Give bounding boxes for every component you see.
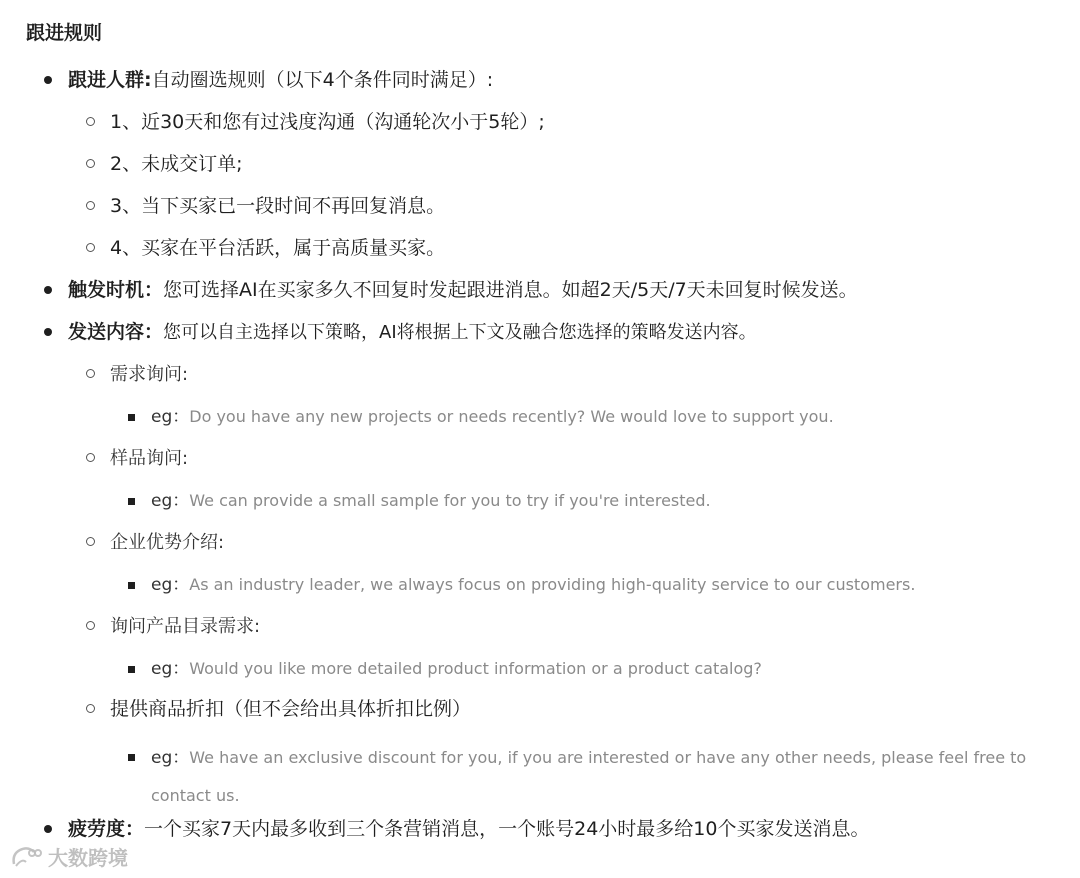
strategy-item: [110, 612, 260, 641]
bullet-circle-icon: [86, 117, 95, 126]
condition-text: 3、当下买家已一段时间不再回复消息。: [110, 195, 446, 217]
bullet-square-icon: [128, 582, 135, 589]
strategy-name: 样品询问:: [110, 448, 189, 469]
bullet-circle-icon: [86, 704, 95, 713]
example-item: [151, 487, 711, 515]
bullet-circle-icon: [86, 621, 95, 630]
timing-text: 您可选择AI在买家多久不回复时发起跟进消息。如超2天/5天/7天未回复时候发送。: [163, 279, 858, 301]
example-text: Do you have any new projects or needs recently? We would love to support you.: [189, 407, 834, 426]
strategy-name: 企业优势介绍:: [110, 532, 225, 553]
condition-text: 2、未成交订单;: [110, 153, 243, 175]
example-item: [151, 403, 834, 431]
list-item-content: [68, 318, 757, 347]
watermark-text: 大数跨境: [48, 846, 128, 870]
bullet-circle-icon: [86, 453, 95, 462]
example-text: As an industry leader, we always focus on providing high-quality service to our customers.: [189, 575, 916, 594]
condition-item: [110, 234, 445, 262]
list-item-timing: [68, 276, 858, 304]
condition-text: 1、近30天和您有过浅度沟通（沟通轮次小于5轮）;: [110, 111, 545, 133]
bullet-square-icon: [128, 754, 135, 761]
condition-text: 4、买家在平台活跃，属于高质量买家。: [110, 237, 446, 259]
bullet-circle-icon: [86, 537, 95, 546]
people-text: 自动圈选规则（以下4个条件同时满足）:: [151, 69, 494, 91]
eg-label: eg：: [151, 659, 190, 679]
eg-label: eg：: [151, 407, 190, 427]
strategy-item: [110, 695, 471, 723]
condition-item: [110, 192, 445, 220]
example-text: Would you like more detailed product information or a product catalog?: [189, 659, 762, 678]
eg-label: eg：: [151, 575, 190, 595]
example-item: [151, 739, 1031, 815]
list-item-people: [68, 66, 493, 94]
bullet-disc-icon: [44, 76, 52, 84]
bullet-circle-icon: [86, 369, 95, 378]
bullet-circle-icon: [86, 159, 95, 168]
people-label: 跟进人群:: [68, 69, 152, 91]
timing-label: 触发时机：: [68, 279, 164, 301]
example-text: We have an exclusive discount for you, if you are interested or have any other needs, please feel free to contact us.: [151, 748, 1027, 805]
example-text: We can provide a small sample for you to try if you're interested.: [189, 491, 711, 510]
eg-label: eg：: [151, 491, 190, 511]
bullet-square-icon: [128, 498, 135, 505]
bullet-circle-icon: [86, 201, 95, 210]
content-label: 发送内容：: [68, 321, 164, 343]
bullet-circle-icon: [86, 243, 95, 252]
page-title: 跟进规则: [26, 22, 103, 44]
bullet-square-icon: [128, 666, 135, 673]
bullet-square-icon: [128, 414, 135, 421]
bullet-disc-icon: [44, 825, 52, 833]
strategy-item: [110, 444, 188, 473]
example-item: [151, 655, 762, 683]
condition-item: [110, 108, 545, 136]
eg-label: eg：: [151, 748, 190, 768]
content-text: 您可以自主选择以下策略，AI将根据上下文及融合您选择的策略发送内容。: [163, 322, 757, 343]
condition-item: [110, 150, 243, 178]
strategy-item: [110, 528, 224, 557]
strategy-name: 询问产品目录需求:: [110, 616, 261, 637]
brand-logo-icon: [10, 844, 42, 870]
strategy-name: 需求询问:: [110, 364, 189, 385]
fatigue-label: 疲劳度：: [68, 818, 145, 840]
bullet-disc-icon: [44, 286, 52, 294]
example-item: [151, 571, 915, 599]
strategy-item: [110, 360, 188, 389]
bullet-disc-icon: [44, 328, 52, 336]
watermark: [10, 842, 128, 871]
list-item-fatigue: [68, 815, 869, 843]
strategy-name: 提供商品折扣（但不会给出具体折扣比例）: [110, 698, 472, 720]
fatigue-text: 一个买家7天内最多收到三个条营销消息，一个账号24小时最多给10个买家发送消息。: [144, 818, 870, 840]
